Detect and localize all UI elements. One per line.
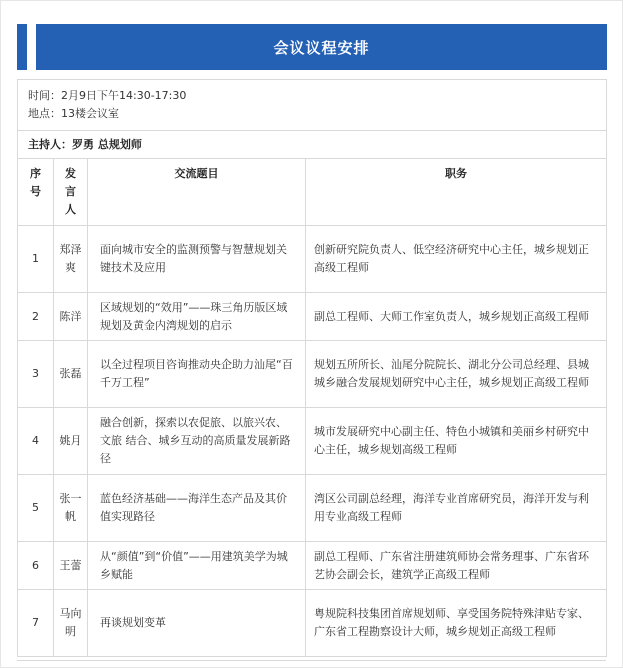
column-header-speaker: 发言人 — [54, 159, 88, 226]
row-speaker: 陈洋 — [54, 293, 88, 341]
row-speaker: 姚月 — [54, 408, 88, 475]
row-topic: 蓝色经济基础——海洋生态产品及其价值实现路径 — [88, 475, 306, 542]
row-topic: 区域规划的“效用”——珠三角历版区域规划及黄金内湾规划的启示 — [88, 293, 306, 341]
row-speaker: 马向明 — [54, 590, 88, 657]
bottom-divider — [17, 660, 606, 661]
table-row — [18, 226, 607, 293]
row-number: 1 — [18, 226, 54, 293]
table-row — [18, 475, 607, 542]
page-title: 会议议程安排 — [273, 38, 370, 57]
host-row — [18, 131, 607, 159]
row-number: 7 — [18, 590, 54, 657]
row-speaker: 王蕾 — [54, 542, 88, 590]
table-row — [18, 341, 607, 408]
meeting-info-row — [18, 80, 607, 131]
row-number: 3 — [18, 341, 54, 408]
table-row — [18, 590, 607, 657]
row-speaker: 张一帆 — [54, 475, 88, 542]
row-number: 6 — [18, 542, 54, 590]
row-title: 副总工程师、广东省注册建筑师协会常务理事、广东省环艺协会副会长，建筑学正高级工程师 — [306, 542, 607, 590]
meeting-host: 主持人：罗勇 总规划师 — [18, 131, 607, 159]
header-accent-block — [17, 24, 27, 70]
row-topic: 以全过程项目咨询推动央企助力汕尾“百千万工程” — [88, 341, 306, 408]
agenda-table — [17, 79, 607, 657]
meeting-info-cell — [18, 80, 607, 131]
meeting-location: 地点：13楼会议室 — [28, 107, 119, 120]
table-header-row — [18, 159, 607, 226]
row-title: 粤规院科技集团首席规划师、享受国务院特殊津贴专家、广东省工程勘察设计大师，城乡规划正高级工程师 — [306, 590, 607, 657]
row-speaker: 张磊 — [54, 341, 88, 408]
table-row — [18, 408, 607, 475]
row-topic: 融合创新，探索以农促旅、以旅兴农、文旅 结合、城乡互动的高质量发展新路径 — [88, 408, 306, 475]
row-title: 副总工程师、大师工作室负责人，城乡规划正高级工程师 — [306, 293, 607, 341]
row-topic: 从“颜值”到“价值”——用建筑美学为城乡赋能 — [88, 542, 306, 590]
meeting-time: 时间：2月9日下午14:30-17:30 — [28, 89, 187, 102]
table-row — [18, 542, 607, 590]
row-topic: 面向城市安全的监测预警与智慧规划关键技术及应用 — [88, 226, 306, 293]
row-speaker: 郑泽爽 — [54, 226, 88, 293]
row-topic: 再谈规划变革 — [88, 590, 306, 657]
row-title: 城市发展研究中心副主任、特色小城镇和美丽乡村研究中心主任，城乡规划高级工程师 — [306, 408, 607, 475]
row-number: 2 — [18, 293, 54, 341]
row-title: 规划五所所长、汕尾分院院长、湖北分公司总经理、县城城乡融合发展规划研究中心主任，城乡规划正高级工程师 — [306, 341, 607, 408]
row-title: 创新研究院负责人、低空经济研究中心主任，城乡规划正高级工程师 — [306, 226, 607, 293]
column-header-number: 序号 — [18, 159, 54, 226]
column-header-topic: 交流题目 — [88, 159, 306, 226]
table-row — [18, 293, 607, 341]
row-number: 5 — [18, 475, 54, 542]
column-header-title: 职务 — [306, 159, 607, 226]
row-title: 湾区公司副总经理，海洋专业首席研究员，海洋开发与利用专业高级工程师 — [306, 475, 607, 542]
page-title-bar — [36, 24, 607, 70]
row-number: 4 — [18, 408, 54, 475]
